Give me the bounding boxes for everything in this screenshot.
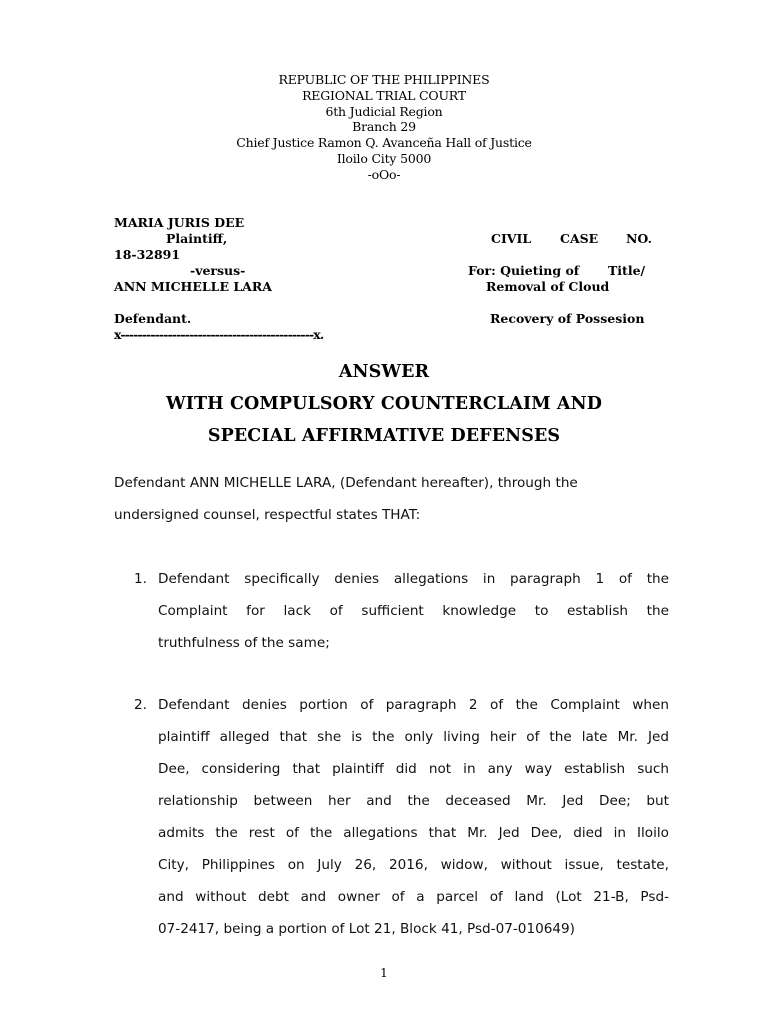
paragraph-line: plaintiff alleged that she is the only living heir of the late Mr. Jed — [158, 729, 669, 745]
document-title-counterclaim: WITH COMPULSORY COUNTERCLAIM AND — [166, 394, 602, 414]
versus-label: -versus- — [190, 263, 246, 278]
case-no-label: NO. — [626, 231, 652, 246]
case-removal-label: Removal of Cloud — [486, 279, 610, 294]
case-number: 18-32891 — [114, 247, 181, 262]
paragraph-2 — [134, 689, 669, 945]
intro-line-1: Defendant ANN MICHELLE LARA, (Defendant hereafter), through the — [114, 475, 578, 491]
case-civil-label: CIVIL — [491, 231, 532, 246]
header-republic: REPUBLIC OF THE PHILIPPINES — [278, 72, 490, 87]
header-city: Iloilo City 5000 — [336, 150, 432, 166]
paragraph-line: and without debt and owner of a parcel of land (Lot 21-B, Psd- — [158, 889, 669, 905]
paragraph-line: Dee, considering that plaintiff did not in any way establish such — [158, 761, 669, 777]
paragraph-1 — [134, 563, 669, 659]
document-title-defenses: SPECIAL AFFIRMATIVE DEFENSES — [207, 426, 561, 446]
case-recovery-label: Recovery of Possesion — [490, 311, 645, 326]
paragraph-line: Complaint for lack of sufficient knowledge to establish the — [158, 603, 669, 619]
paragraph-line: City, Philippines on July 26, 2016, widow, without issue, testate, — [158, 857, 669, 873]
defendant-name: ANN MICHELLE LARA — [114, 279, 272, 294]
document-title-answer: ANSWER — [338, 362, 430, 382]
court-header — [0, 72, 768, 183]
caption-separator: x---------------------------------------------x. — [114, 327, 324, 342]
page-number: 1 — [380, 966, 388, 980]
paragraph-number: 1. — [134, 571, 147, 587]
plaintiff-label: Plaintiff, — [166, 231, 228, 246]
header-branch: Branch 29 — [352, 119, 416, 135]
paragraph-line: 07-2417, being a portion of Lot 21, Block 41, Psd-07-010649) — [158, 921, 575, 937]
header-region: 6th Judicial Region — [325, 103, 443, 119]
paragraph-line: admits the rest of the allegations that Mr. Jed Dee, died in Iloilo — [158, 825, 669, 841]
paragraph-line: relationship between her and the deceased Mr. Jed Dee; but — [158, 793, 669, 809]
paragraph-line: truthfulness of the same; — [158, 635, 330, 651]
paragraph-number: 2. — [134, 697, 147, 713]
header-ornament: -oOo- — [367, 166, 401, 182]
defendant-label: Defendant. — [114, 311, 192, 326]
paragraph-line: Defendant denies portion of paragraph 2 of the Complaint when — [158, 697, 669, 713]
plaintiff-name: MARIA JURIS DEE — [114, 215, 245, 230]
intro-line-2: undersigned counsel, respectful states THAT: — [114, 507, 421, 523]
case-case-label: CASE — [560, 231, 599, 246]
case-title-label: Title/ — [608, 263, 646, 278]
case-for-label: For: Quieting of — [468, 263, 580, 278]
header-hall: Chief Justice Ramon Q. Avanceña Hall of Justice — [236, 135, 532, 151]
header-court: REGIONAL TRIAL COURT — [302, 87, 466, 103]
paragraph-line: Defendant specifically denies allegations in paragraph 1 of the — [158, 571, 669, 587]
